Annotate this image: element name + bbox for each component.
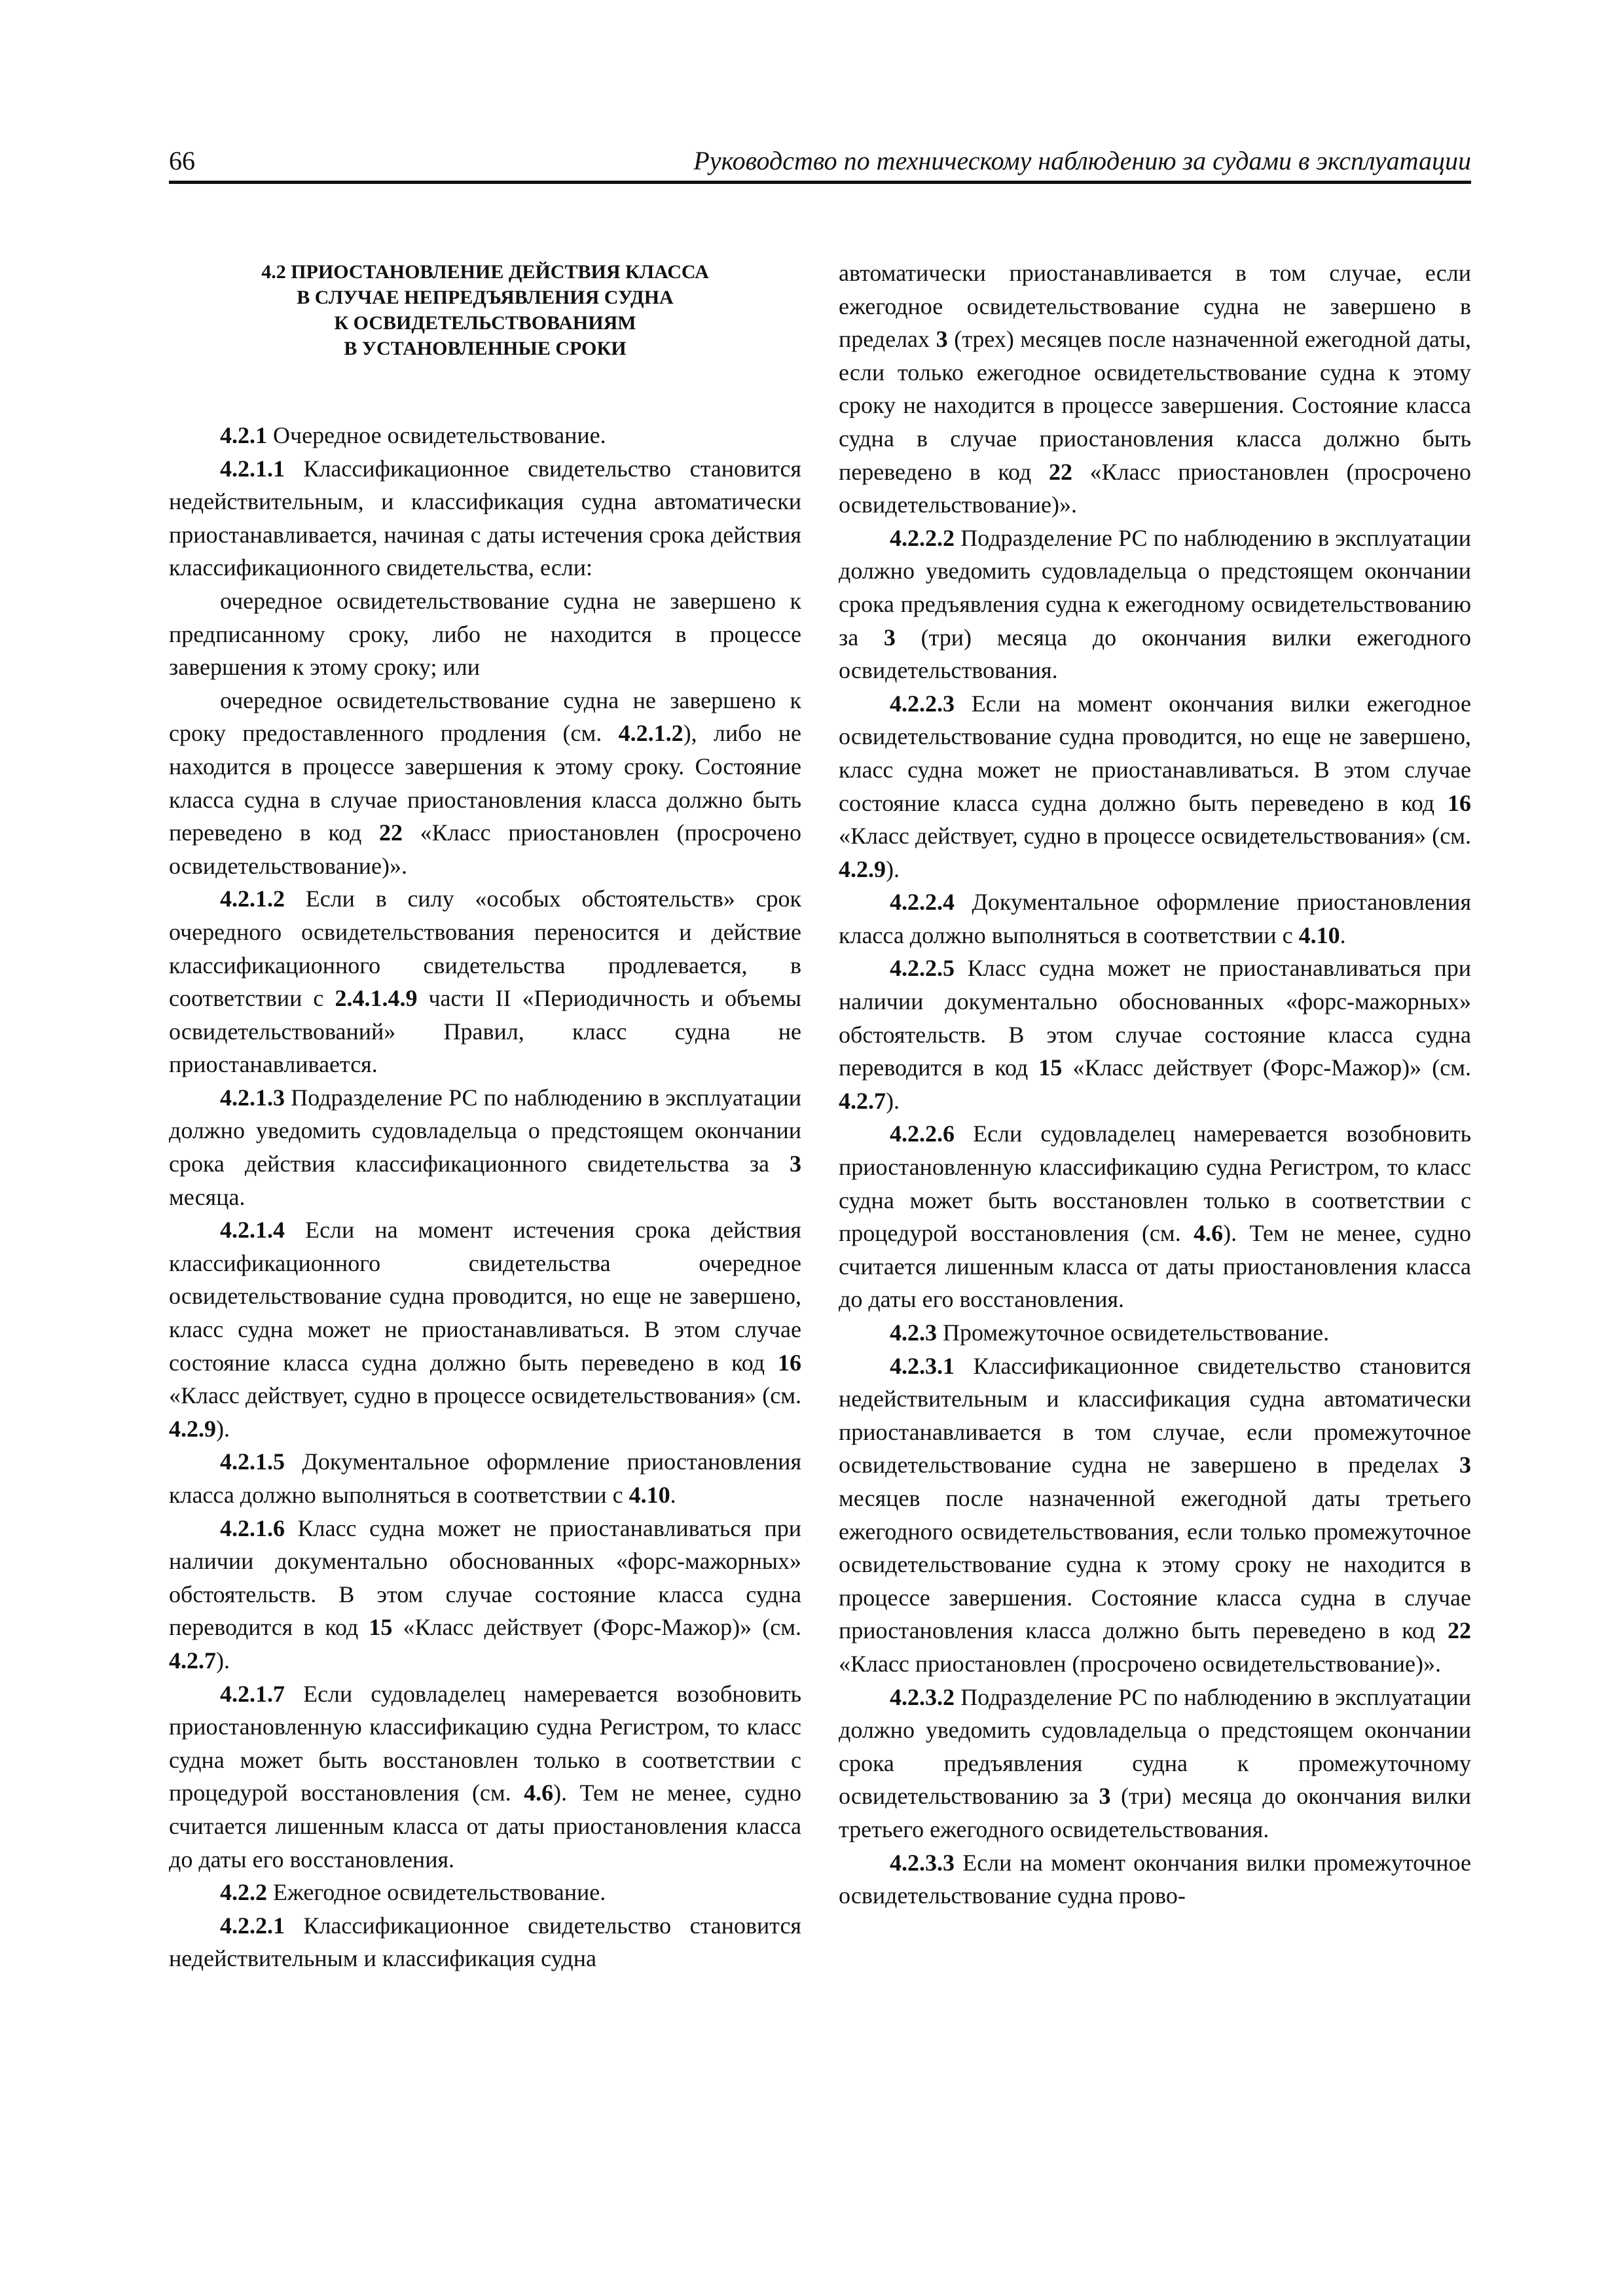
paragraph-text: ). — [886, 855, 900, 882]
cross-reference: 3 — [1459, 1452, 1471, 1479]
cross-reference: 4.2.7 — [169, 1647, 216, 1674]
status-code: 15 — [369, 1614, 393, 1641]
left-column — [169, 257, 801, 1975]
paragraph-text: ), либо не находится в процессе завершения к этому сроку. Состояние класса судна в случае приостановления класса должно быть переведено в код — [169, 720, 802, 846]
cross-reference: 4.10 — [629, 1482, 670, 1508]
paragraph-text: Если судовладелец намеревается возобновить приостановленную классификацию судна Регистром, то класс судна может быть восстановлен только в соответствии с процедурой восстановления (см. — [169, 1680, 801, 1806]
paragraph-text: очередное освидетельствование судна не завершено к сроку предоставленного продления (см. — [169, 687, 801, 747]
clause-number: 4.2.2.4 — [890, 889, 955, 916]
paragraph — [169, 1909, 801, 1975]
paragraph-text: месяцев после назначенной ежегодной даты третьего ежегодного освидетельствования, если только промежуточное освидетельствование судна к этому сроку не находится в процессе завершения. Состояние класса судна в случае приостановления класса должно быть переведено в код — [839, 1484, 1471, 1644]
paragraph-text: Если судовладелец намеревается возобновить приостановленную классификацию судна Регистром, то класс судна может быть восстановлен только в соответствии с процедурой восстановления (см. — [839, 1121, 1471, 1247]
status-code: 16 — [1448, 789, 1471, 816]
paragraph-text: ). Тем не менее, судно считается лишенным класса от даты приостановления класса до даты его восстановления. — [169, 1780, 801, 1873]
paragraph — [839, 1350, 1471, 1681]
paragraph — [839, 886, 1471, 952]
cross-reference: 4.6 — [1194, 1220, 1224, 1247]
clause-number: 4.2.3.3 — [890, 1849, 955, 1876]
cross-reference: 4.2.7 — [839, 1087, 886, 1114]
paragraph-text: Если на момент окончания вилки ежегодное освидетельствование судна проводится, но еще не завершено, класс судна может не приостанавливаться. В этом случае состояние класса судна должно быть переведено в код — [839, 690, 1471, 816]
section-heading-line: В СЛУЧАЕ НЕПРЕДЪЯВЛЕНИЯ СУДНА — [297, 287, 674, 308]
paragraph-text: (трех) месяцев после назначенной ежегодной даты, если только ежегодное освидетельствование судна к этому сроку не находится в процессе завершения. Состояние класса судна в случае приостановления класса должно быть переведено в код — [839, 326, 1472, 485]
paragraph-text: Очередное освидетельствование. — [267, 422, 606, 448]
page-number: 66 — [169, 146, 195, 175]
paragraph-text: «Класс приостановлен (просрочено освидетельствование)». — [839, 458, 1471, 518]
paragraph — [839, 1846, 1471, 1912]
paragraph-text: ). — [886, 1087, 900, 1114]
section-heading — [169, 259, 801, 361]
paragraph — [839, 1316, 1471, 1350]
paragraph-text: Подразделение РС по наблюдению в эксплуатации должно уведомить судовладельца о предстоящем окончании срока предъявления судна к промежуточному освидетельствованию за — [839, 1683, 1471, 1810]
paragraph-text: Классификационное свидетельство становится недействительным, и классификация судна автоматически приостанавливается, начиная с даты истечения срока действия классификационного свидетельства, если: — [169, 455, 801, 581]
paragraph-text: Класс судна может не приостанавливаться при наличии документально обоснованных «форс-мажорных» обстоятельств. В этом случае состояние класса судна переводится в код — [169, 1515, 801, 1641]
clause-number: 4.2.1.3 — [220, 1084, 285, 1111]
clause-number: 4.2.3.1 — [890, 1352, 955, 1379]
clause-number: 4.2.2.3 — [890, 690, 955, 717]
paragraph-text: «Класс действует, судно в процессе освидетельствования» (см. — [169, 1382, 801, 1409]
clause-number: 4.2.3 — [890, 1319, 937, 1346]
paragraph-text: (три) месяца до окончания вилки ежегодного освидетельствования. — [839, 624, 1471, 684]
paragraph-text: «Класс действует (Форс-Мажор)» (см. — [392, 1614, 801, 1641]
cross-reference: 3 — [790, 1151, 801, 1177]
paragraph — [839, 522, 1471, 687]
clause-number: 4.2.1.6 — [220, 1515, 285, 1541]
status-code: 22 — [1049, 458, 1072, 485]
header-rule — [169, 181, 1471, 184]
paragraph-text: Подразделение РС по наблюдению в эксплуатации должно уведомить судовладельца о предстоящем окончании срока действия классификационного свидетельства за — [169, 1084, 801, 1177]
clause-number: 4.2.2.6 — [890, 1121, 955, 1147]
section-heading-line: К ОСВИДЕТЕЛЬСТВОВАНИЯМ — [334, 312, 636, 334]
paragraph-text: . — [670, 1482, 676, 1508]
paragraph — [839, 257, 1471, 522]
paragraph — [169, 1512, 801, 1677]
paragraph-text: ). — [216, 1647, 230, 1674]
cross-reference: 4.2.1.2 — [618, 720, 684, 747]
paragraph — [169, 1677, 801, 1876]
paragraph-text: Если на момент истечения срока действия классификационного свидетельства очередное освидетельствование судна проводится, но еще не завершено, класс судна может не приостанавливаться. В этом случае состояние класса судна должно быть переведено в код — [169, 1217, 801, 1376]
clause-number: 4.2.1.1 — [220, 455, 285, 482]
paragraph-text: «Класс действует (Форс-Мажор)» (см. — [1062, 1054, 1471, 1081]
paragraph-text: Класс судна может не приостанавливаться при наличии документально обоснованных «форс-мажорных» обстоятельств. В этом случае состояние класса судна переводится в код — [839, 955, 1471, 1081]
status-code: 22 — [379, 819, 403, 846]
paragraph-text: очередное освидетельствование судна не завершено к предписанному сроку, либо не находится в процессе завершения к этому сроку; или — [169, 587, 801, 681]
paragraph — [169, 1876, 801, 1909]
paragraph — [169, 419, 801, 452]
clause-number: 4.2.3.2 — [890, 1683, 955, 1710]
clause-number: 4.2.1.2 — [220, 886, 285, 912]
paragraph-text: части II «Периодичность и объемы освидетельствований» Правил, класс судна не приостанавливается. — [169, 985, 801, 1078]
paragraph-text: Ежегодное освидетельствование. — [267, 1879, 606, 1906]
paragraph — [169, 1081, 801, 1213]
clause-number: 4.2.2.2 — [890, 524, 955, 551]
clause-number: 4.2.1 — [220, 422, 267, 448]
paragraph-text: «Класс приостановлен (просрочено освидетельствование)». — [839, 1650, 1442, 1677]
clause-number: 4.2.2.1 — [220, 1912, 285, 1939]
clause-number: 4.2.1.7 — [220, 1680, 285, 1707]
clause-number: 4.2.1.5 — [220, 1448, 285, 1475]
paragraph-text: Если на момент окончания вилки промежуточное освидетельствование судна прово- — [839, 1849, 1471, 1909]
paragraph-text: Классификационное свидетельство становится недействительным и классификация судна автоматически приостанавливается в том случае, если промежуточное освидетельствование судна не завершено в пределах — [839, 1352, 1471, 1479]
paragraph — [169, 1445, 801, 1511]
cross-reference: 3 — [883, 624, 896, 651]
paragraph-text: Документальное оформление приостановления класса должно выполняться в соответствии с — [839, 889, 1471, 948]
paragraph-text: ). — [216, 1415, 230, 1442]
section-heading-line: 4.2 ПРИОСТАНОВЛЕНИЕ ДЕЙСТВИЯ КЛАССА — [261, 261, 709, 283]
paragraph-text: «Класс приостановлен (просрочено освидетельствование)». — [169, 819, 801, 879]
cross-reference: 4.2.9 — [169, 1415, 216, 1442]
paragraph — [839, 952, 1471, 1117]
paragraph-text: ). Тем не менее, судно считается лишенным класса от даты приостановления класса до даты его восстановления. — [839, 1220, 1471, 1313]
paragraph-text: Подразделение РС по наблюдению в эксплуатации должно уведомить судовладельца о предстоящем окончании срока предъявления судна к ежегодному освидетельствованию за — [839, 524, 1471, 651]
paragraph — [839, 1681, 1471, 1846]
cross-reference: 4.10 — [1298, 922, 1340, 948]
paragraph — [839, 687, 1471, 886]
cross-reference: 2.4.1.4.9 — [335, 985, 418, 1012]
right-column — [839, 257, 1471, 1912]
paragraph-text: месяца. — [169, 1183, 246, 1210]
cross-reference: 4.2.9 — [839, 855, 886, 882]
status-code: 16 — [778, 1349, 801, 1376]
paragraph-text: Промежуточное освидетельствование. — [937, 1319, 1330, 1346]
paragraph — [169, 452, 801, 584]
paragraph-text: автоматически приостанавливается в том случае, если ежегодное освидетельствование судна не завершено в пределах — [839, 260, 1471, 353]
cross-reference: 3 — [936, 326, 948, 353]
running-title: Руководство по техническому наблюдению за судами в эксплуатации — [693, 146, 1471, 175]
clause-number: 4.2.2.5 — [890, 955, 955, 982]
paragraph — [839, 1117, 1471, 1316]
cross-reference: 3 — [1099, 1783, 1111, 1810]
section-heading-line: В УСТАНОВЛЕННЫЕ СРОКИ — [344, 338, 627, 359]
clause-number: 4.2.2 — [220, 1879, 267, 1906]
status-code: 15 — [1038, 1054, 1063, 1081]
paragraph-text: Если в силу «особых обстоятельств» срок очередного освидетельствования переносится и действие классификационного свидетельства продлевается, в соответствии с — [169, 886, 801, 1012]
paragraph — [169, 684, 801, 883]
cross-reference: 4.6 — [524, 1780, 554, 1806]
paragraph — [169, 584, 801, 684]
paragraph-text: (три) месяца до окончания вилки третьего ежегодного освидетельствования. — [839, 1783, 1471, 1842]
paragraph — [169, 882, 801, 1081]
paragraph-text: Документальное оформление приостановления класса должно выполняться в соответствии с — [169, 1448, 801, 1508]
clause-number: 4.2.1.4 — [220, 1217, 285, 1244]
paragraph-text: Классификационное свидетельство становится недействительным и классификация судна — [169, 1912, 801, 1972]
paragraph-text: . — [1340, 922, 1346, 948]
paragraph-text: «Класс действует, судно в процессе освидетельствования» (см. — [839, 823, 1471, 850]
status-code: 22 — [1448, 1617, 1471, 1644]
paragraph — [169, 1213, 801, 1445]
